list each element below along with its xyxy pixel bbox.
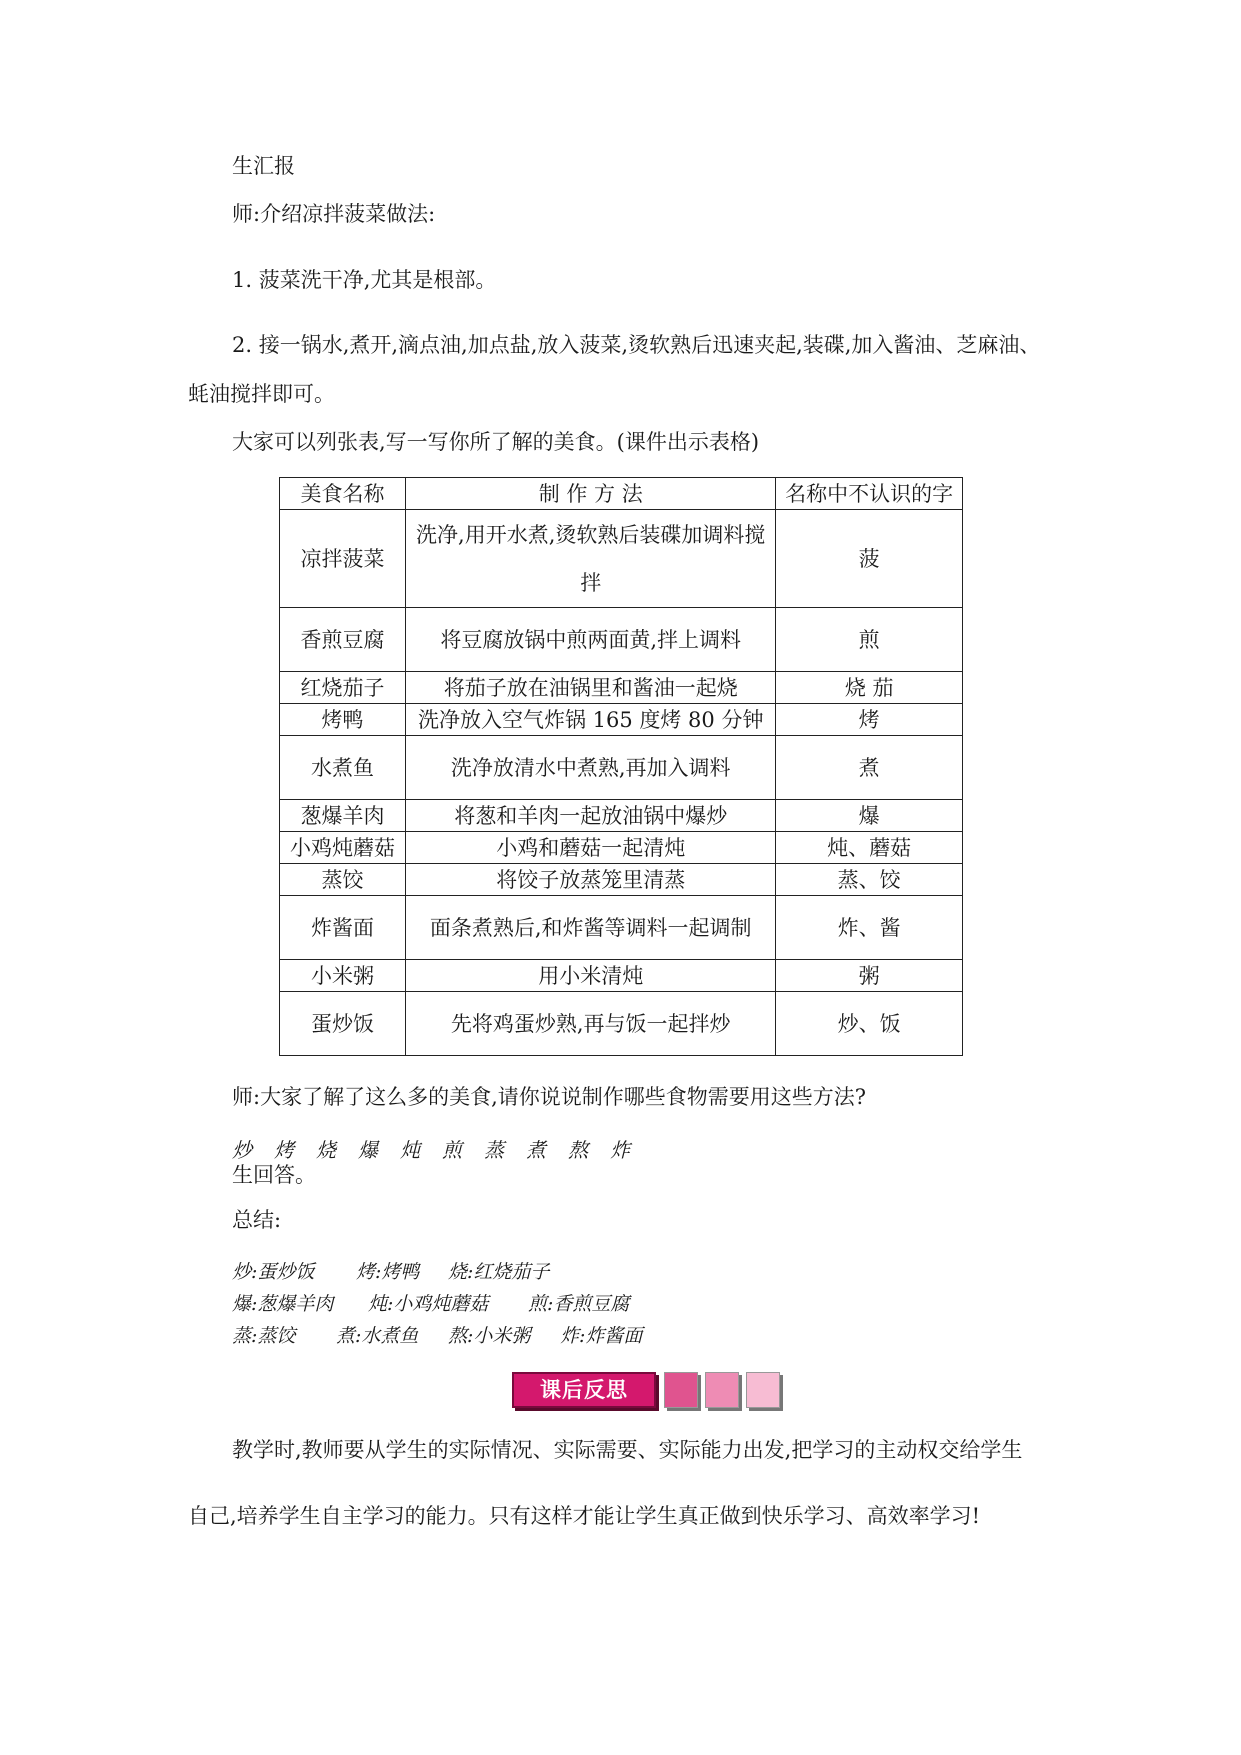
cell-chars: 粥 <box>776 960 963 992</box>
header-unknown-chars: 名称中不认识的字 <box>776 478 963 510</box>
summary-item: 煎:香煎豆腐 <box>528 1293 630 1315</box>
header-method: 制 作 方 法 <box>406 478 776 510</box>
table-row <box>280 992 963 1056</box>
cell-method: 将葱和羊肉一起放油锅中爆炒 <box>406 800 776 832</box>
cell-chars: 爆 <box>776 800 963 832</box>
paragraph-step-2: 2. 接一锅水,煮开,滴点油,加点盐,放入菠菜,烫软熟后迅速夹起,装碟,加入酱油、芝麻油、 <box>232 333 1041 357</box>
summary-line-2 <box>232 1289 629 1316</box>
paragraph-teacher-question: 师:大家了解了这么多的美食,请你说说制作哪些食物需要用这些方法? <box>232 1085 867 1109</box>
paragraph-step-2-cont: 蚝油搅拌即可。 <box>188 382 335 406</box>
method-word: 烧 <box>316 1138 336 1162</box>
table-row <box>280 896 963 960</box>
method-word: 煮 <box>526 1138 546 1162</box>
method-word: 炸 <box>610 1138 630 1162</box>
method-word: 炒 <box>232 1138 252 1162</box>
cell-food-name: 烤鸭 <box>280 704 406 736</box>
method-word: 爆 <box>358 1138 378 1162</box>
banner-square-3 <box>746 1372 780 1408</box>
table-row <box>280 608 963 672</box>
cell-method: 洗净,用开水煮,烫软熟后装碟加调料搅拌 <box>406 510 776 608</box>
table-row <box>280 672 963 704</box>
cell-chars: 烧 茄 <box>776 672 963 704</box>
cell-method: 将饺子放蒸笼里清蒸 <box>406 864 776 896</box>
food-table <box>279 477 963 1056</box>
reflection-line-2: 自己,培养学生自主学习的能力。只有这样才能让学生真正做到快乐学习、高效率学习! <box>188 1504 981 1528</box>
table-row <box>280 736 963 800</box>
cell-chars: 炒、饭 <box>776 992 963 1056</box>
cell-method: 洗净放清水中煮熟,再加入调料 <box>406 736 776 800</box>
paragraph-table-intro: 大家可以列张表,写一写你所了解的美食。(课件出示表格) <box>232 430 760 454</box>
cell-chars: 炖、蘑菇 <box>776 832 963 864</box>
cell-method: 面条煮熟后,和炸酱等调料一起调制 <box>406 896 776 960</box>
summary-item: 熬:小米粥 <box>448 1325 531 1347</box>
summary-line-1 <box>232 1257 549 1284</box>
method-word: 蒸 <box>484 1138 504 1162</box>
paragraph-summary-label: 总结: <box>232 1208 282 1232</box>
table-row <box>280 864 963 896</box>
table-row <box>280 960 963 992</box>
summary-item: 蒸:蒸饺 <box>232 1325 296 1347</box>
cell-chars: 烤 <box>776 704 963 736</box>
method-word: 烤 <box>274 1138 294 1162</box>
table-row <box>280 832 963 864</box>
method-word: 熬 <box>568 1138 588 1162</box>
cell-food-name: 炸酱面 <box>280 896 406 960</box>
cell-food-name: 小鸡炖蘑菇 <box>280 832 406 864</box>
reflection-line-1: 教学时,教师要从学生的实际情况、实际需要、实际能力出发,把学习的主动权交给学生 <box>232 1438 1023 1462</box>
summary-item: 爆:葱爆羊肉 <box>232 1293 334 1315</box>
cell-food-name: 香煎豆腐 <box>280 608 406 672</box>
cooking-methods-list <box>232 1134 652 1163</box>
cell-method: 将豆腐放锅中煎两面黄,拌上调料 <box>406 608 776 672</box>
cell-food-name: 葱爆羊肉 <box>280 800 406 832</box>
cell-chars: 煮 <box>776 736 963 800</box>
cell-chars: 蒸、饺 <box>776 864 963 896</box>
table-row <box>280 704 963 736</box>
summary-item: 烤:烤鸭 <box>356 1261 420 1283</box>
banner-square-2 <box>705 1372 739 1408</box>
summary-item: 煮:水煮鱼 <box>336 1325 419 1347</box>
cell-method: 先将鸡蛋炒熟,再与饭一起拌炒 <box>406 992 776 1056</box>
paragraph-student-report: 生汇报 <box>232 154 295 178</box>
summary-item: 炒:蛋炒饭 <box>232 1261 315 1283</box>
cell-method: 洗净放入空气炸锅 165 度烤 80 分钟 <box>406 704 776 736</box>
cell-food-name: 蛋炒饭 <box>280 992 406 1056</box>
cell-food-name: 小米粥 <box>280 960 406 992</box>
cell-food-name: 蒸饺 <box>280 864 406 896</box>
paragraph-student-answer: 生回答。 <box>232 1163 316 1187</box>
banner-title: 课后反思 <box>512 1372 656 1408</box>
cell-food-name: 水煮鱼 <box>280 736 406 800</box>
cell-chars: 炸、酱 <box>776 896 963 960</box>
cell-method: 小鸡和蘑菇一起清炖 <box>406 832 776 864</box>
table-header-row <box>280 478 963 510</box>
cell-food-name: 凉拌菠菜 <box>280 510 406 608</box>
summary-line-3 <box>232 1321 642 1348</box>
summary-item: 炖:小鸡炖蘑菇 <box>368 1293 489 1315</box>
summary-item: 烧:红烧茄子 <box>448 1261 550 1283</box>
paragraph-teacher-intro: 师:介绍凉拌菠菜做法: <box>232 202 436 226</box>
cell-method: 用小米清炖 <box>406 960 776 992</box>
cell-chars: 煎 <box>776 608 963 672</box>
cell-food-name: 红烧茄子 <box>280 672 406 704</box>
table-row <box>280 800 963 832</box>
cell-chars: 菠 <box>776 510 963 608</box>
method-word: 炖 <box>400 1138 420 1162</box>
cell-method: 将茄子放在油锅里和酱油一起烧 <box>406 672 776 704</box>
banner-square-1 <box>664 1372 698 1408</box>
header-food-name: 美食名称 <box>280 478 406 510</box>
paragraph-step-1: 1. 菠菜洗干净,尤其是根部。 <box>232 268 497 292</box>
table-row <box>280 510 963 608</box>
summary-item: 炸:炸酱面 <box>560 1325 643 1347</box>
method-word: 煎 <box>442 1138 462 1162</box>
